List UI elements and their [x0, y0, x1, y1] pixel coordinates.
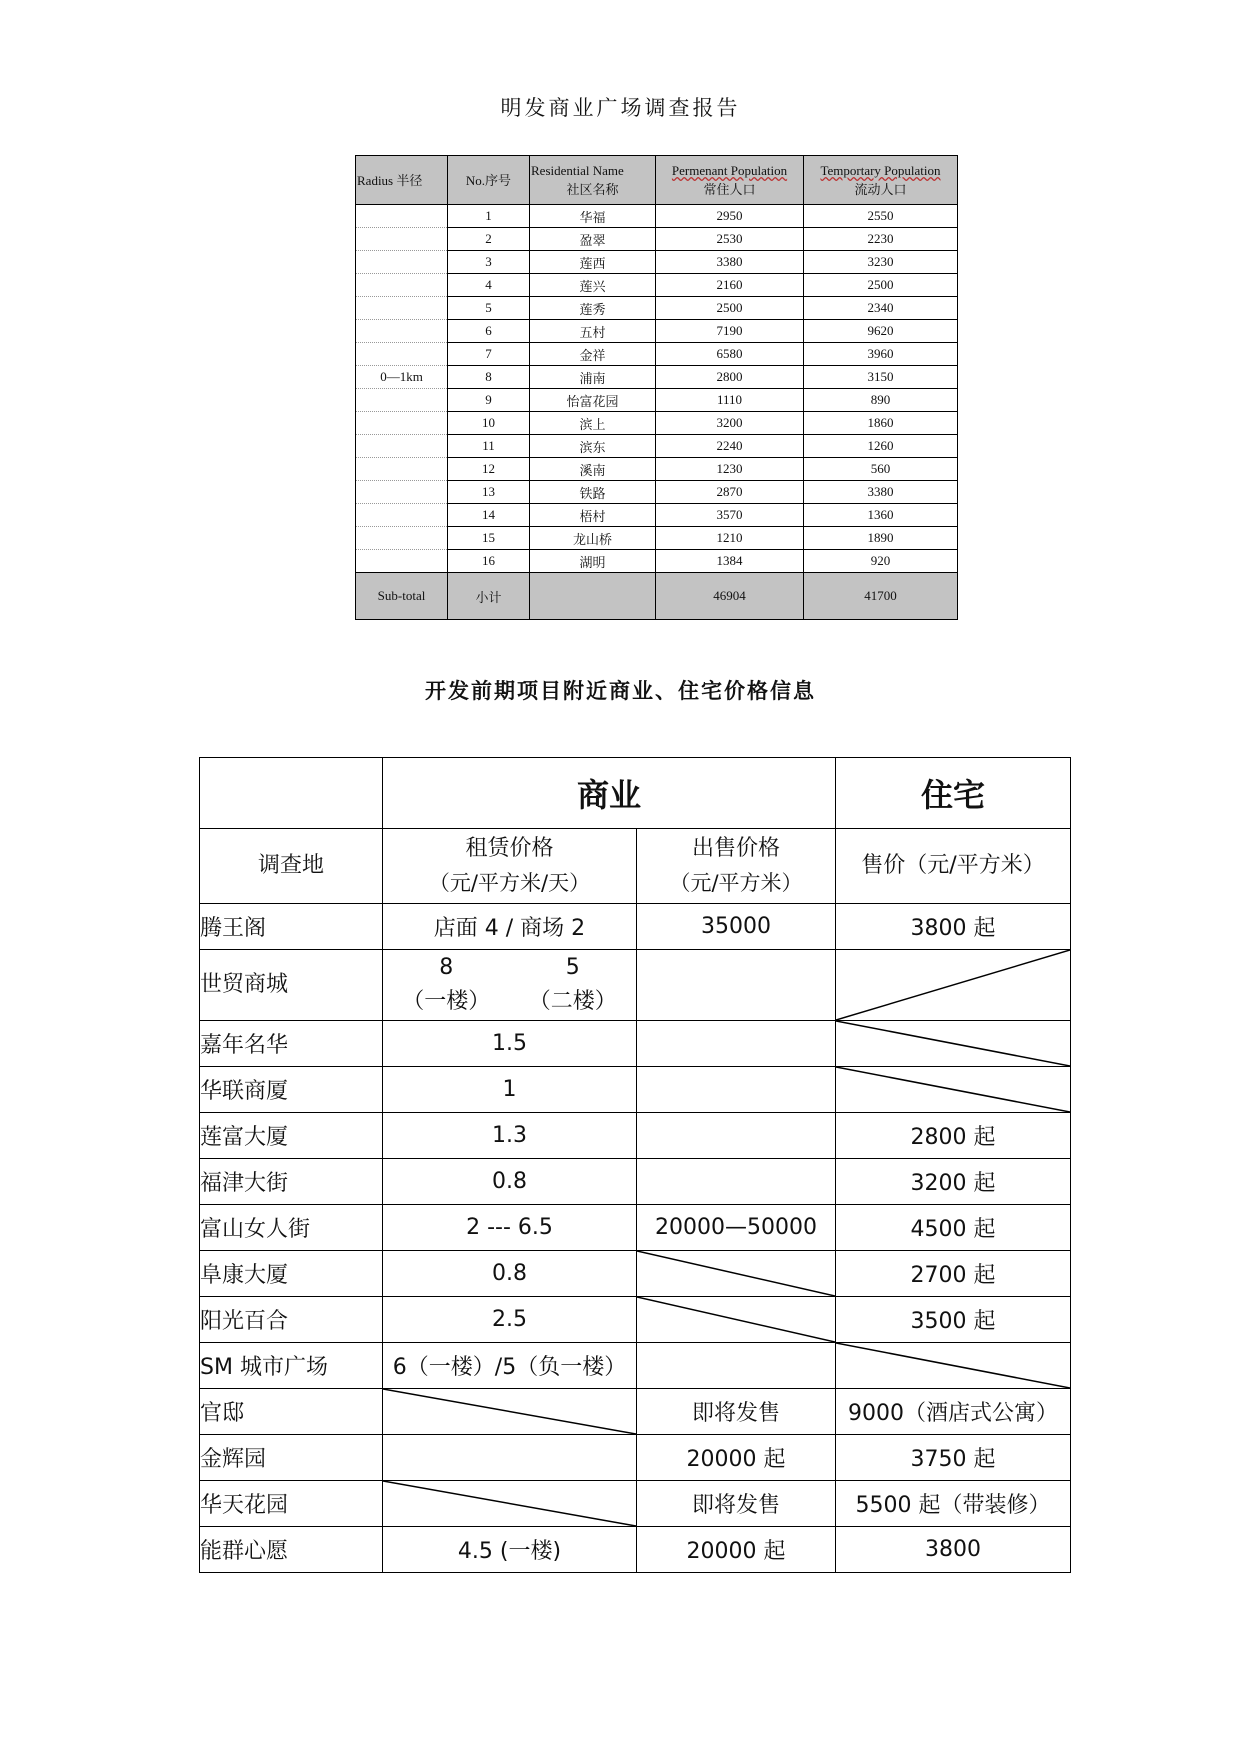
cell-name: 龙山桥 — [530, 527, 656, 550]
radius-cell — [356, 274, 448, 297]
residential-cell — [836, 1527, 1071, 1573]
diagonal-strike — [836, 1021, 1070, 1066]
table-row — [200, 1343, 1071, 1389]
radius-cell — [356, 435, 448, 458]
cell-temp: 2500 — [804, 274, 958, 297]
table-row — [200, 1113, 1071, 1159]
cell-no: 3 — [448, 251, 530, 274]
cell-perm: 2800 — [656, 366, 804, 389]
subtotal-permanent: 46904 — [656, 573, 804, 620]
radius-cell — [356, 251, 448, 274]
population-table — [355, 155, 958, 620]
cell-no: 6 — [448, 320, 530, 343]
header-no: No.序号 — [448, 156, 530, 205]
cell-perm: 3380 — [656, 251, 804, 274]
rent-value: 2 --- 6.5 — [466, 1215, 553, 1240]
radius-cell — [356, 550, 448, 573]
table-row — [200, 1159, 1071, 1205]
sale-value: 20000 起 — [686, 1447, 786, 1472]
cell-temp: 2230 — [804, 228, 958, 251]
location-name: 官邸 — [200, 1389, 383, 1435]
rent-cell — [383, 1251, 637, 1297]
cell-no: 7 — [448, 343, 530, 366]
radius-cell — [356, 389, 448, 412]
rent-value: 1.3 — [492, 1123, 527, 1148]
table-row — [200, 1021, 1071, 1067]
residential-cell — [836, 1481, 1071, 1527]
cell-perm: 1384 — [656, 550, 804, 573]
subtotal-row — [356, 573, 958, 620]
diagonal-strike — [836, 1067, 1070, 1112]
rent-cell — [383, 1113, 637, 1159]
location-name: 华天花园 — [200, 1481, 383, 1527]
cell-no: 15 — [448, 527, 530, 550]
residential-value: 3500 起 — [910, 1309, 996, 1334]
cell-temp: 3380 — [804, 481, 958, 504]
sale-cell — [637, 1389, 836, 1435]
header-rent — [383, 829, 637, 904]
location-name: 腾王阁 — [200, 904, 383, 950]
table-row — [356, 435, 958, 458]
population-body — [356, 205, 958, 620]
diagonal-strike — [637, 1297, 835, 1342]
radius-cell — [356, 297, 448, 320]
rent-value: 店面 4 / 商场 2 — [433, 916, 586, 941]
cell-perm: 2500 — [656, 297, 804, 320]
radius-cell — [356, 481, 448, 504]
cell-no: 16 — [448, 550, 530, 573]
sale-cell — [637, 1343, 836, 1389]
cell-name: 梧村 — [530, 504, 656, 527]
sale-cell — [637, 1527, 836, 1573]
sale-cell — [637, 1297, 836, 1343]
table-row — [200, 1435, 1071, 1481]
cell-no: 13 — [448, 481, 530, 504]
rent-cell — [383, 1159, 637, 1205]
diagonal-strike — [383, 1481, 636, 1526]
table-row — [200, 904, 1071, 950]
header-temp-en: Temportary Population — [820, 163, 941, 178]
radius-cell — [356, 228, 448, 251]
sale-cell — [637, 1481, 836, 1527]
residential-value: 2700 起 — [910, 1263, 996, 1288]
cell-perm: 3200 — [656, 412, 804, 435]
location-name: 阜康大厦 — [200, 1251, 383, 1297]
residential-cell — [836, 950, 1071, 1021]
cell-temp: 1890 — [804, 527, 958, 550]
table-row — [200, 950, 1071, 1021]
sale-value: 20000 起 — [686, 1539, 786, 1564]
sale-cell — [637, 1021, 836, 1067]
header-temporary — [804, 156, 958, 205]
header-perm-cn: 常住人口 — [703, 182, 756, 197]
sale-cell — [637, 1435, 836, 1481]
price-table — [199, 757, 1071, 1573]
table-row — [200, 1481, 1071, 1527]
table-row — [356, 251, 958, 274]
cell-no: 8 — [448, 366, 530, 389]
residential-value: 4500 起 — [910, 1217, 996, 1242]
table-row — [356, 228, 958, 251]
table-row — [200, 1067, 1071, 1113]
rent-cell — [383, 1435, 637, 1481]
residential-cell — [836, 1021, 1071, 1067]
cell-temp: 3230 — [804, 251, 958, 274]
table-row — [356, 458, 958, 481]
cell-temp: 2550 — [804, 205, 958, 228]
header-name — [530, 156, 656, 205]
header-sale-label: 出售价格 — [692, 836, 781, 861]
header-name-en: Residential Name — [531, 163, 624, 178]
table-row — [200, 1205, 1071, 1251]
location-name: SM 城市广场 — [200, 1343, 383, 1389]
cell-name: 铁路 — [530, 481, 656, 504]
cell-temp: 920 — [804, 550, 958, 573]
sale-value: 即将发售 — [692, 1493, 781, 1518]
price-header-row-1 — [200, 758, 1071, 829]
cell-temp: 3960 — [804, 343, 958, 366]
header-sale-unit: （元/平方米） — [669, 871, 803, 895]
sale-cell — [637, 950, 836, 1021]
table-row — [356, 274, 958, 297]
rent-value: 0.8 — [492, 1261, 527, 1286]
cell-perm: 2870 — [656, 481, 804, 504]
sale-value: 35000 — [701, 914, 771, 939]
residential-cell — [836, 1159, 1071, 1205]
cell-name: 金祥 — [530, 343, 656, 366]
cell-perm: 2160 — [656, 274, 804, 297]
cell-name: 五村 — [530, 320, 656, 343]
radius-cell — [356, 205, 448, 228]
header-residential: 住宅 — [836, 758, 1071, 829]
rent-cell — [383, 1297, 637, 1343]
cell-name: 溪南 — [530, 458, 656, 481]
table-row — [200, 1527, 1071, 1573]
sale-cell — [637, 1113, 836, 1159]
header-sale — [637, 829, 836, 904]
cell-temp: 560 — [804, 458, 958, 481]
diagonal-strike — [383, 1389, 636, 1434]
cell-no: 5 — [448, 297, 530, 320]
cell-no: 12 — [448, 458, 530, 481]
table-row — [356, 527, 958, 550]
residential-cell — [836, 1297, 1071, 1343]
cell-no: 1 — [448, 205, 530, 228]
rent-values — [383, 951, 636, 985]
residential-cell — [836, 1067, 1071, 1113]
cell-temp: 3150 — [804, 366, 958, 389]
header-radius: Radius 半径 — [356, 156, 448, 205]
cell-temp: 890 — [804, 389, 958, 412]
location-name: 华联商厦 — [200, 1067, 383, 1113]
table-row — [356, 343, 958, 366]
cell-temp: 2340 — [804, 297, 958, 320]
rent-value: 4.5 (一楼) — [457, 1539, 562, 1564]
rent-floor2: 5 — [565, 955, 580, 980]
header-name-cn: 社区名称 — [566, 182, 619, 197]
cell-perm: 2240 — [656, 435, 804, 458]
radius-cell — [356, 343, 448, 366]
sale-cell — [637, 904, 836, 950]
cell-temp: 1260 — [804, 435, 958, 458]
table-row — [356, 550, 958, 573]
cell-no: 2 — [448, 228, 530, 251]
subtotal-label-cn: 小计 — [448, 573, 530, 620]
cell-perm: 1210 — [656, 527, 804, 550]
rent-value: 1.5 — [492, 1031, 527, 1056]
rent-floor1-label: （一楼） — [402, 989, 491, 1014]
location-name: 世贸商城 — [200, 950, 383, 1021]
rent-cell — [383, 1343, 637, 1389]
cell-no: 9 — [448, 389, 530, 412]
sale-cell — [637, 1205, 836, 1251]
cell-perm: 3570 — [656, 504, 804, 527]
population-header-row — [356, 156, 958, 205]
header-rent-unit: （元/平方米/天） — [428, 871, 591, 895]
location-name: 嘉年名华 — [200, 1021, 383, 1067]
cell-no: 4 — [448, 274, 530, 297]
sale-value: 20000—50000 — [655, 1215, 817, 1240]
price-body — [200, 758, 1071, 1573]
cell-name: 浦南 — [530, 366, 656, 389]
radius-cell — [356, 412, 448, 435]
cell-temp: 1360 — [804, 504, 958, 527]
residential-value: 9000（酒店式公寓） — [848, 1401, 1059, 1426]
cell-perm: 6580 — [656, 343, 804, 366]
header-empty-cell — [200, 758, 383, 829]
cell-temp: 1860 — [804, 412, 958, 435]
rent-floor1: 8 — [439, 955, 454, 980]
location-name: 能群心愿 — [200, 1527, 383, 1573]
rent-cell — [383, 1205, 637, 1251]
rent-cell — [383, 1389, 637, 1435]
subtotal-label-en: Sub-total — [356, 573, 448, 620]
radius-cell — [356, 504, 448, 527]
table-row — [356, 389, 958, 412]
radius-cell: 0—1km — [356, 366, 448, 389]
table-row — [356, 205, 958, 228]
radius-cell — [356, 527, 448, 550]
cell-perm: 1110 — [656, 389, 804, 412]
cell-name: 湖明 — [530, 550, 656, 573]
cell-name: 莲兴 — [530, 274, 656, 297]
location-name: 福津大街 — [200, 1159, 383, 1205]
cell-perm: 1230 — [656, 458, 804, 481]
sale-cell — [637, 1159, 836, 1205]
cell-perm: 2950 — [656, 205, 804, 228]
residential-value: 3800 起 — [910, 916, 996, 941]
cell-name: 滨上 — [530, 412, 656, 435]
rent-cell — [383, 1067, 637, 1113]
rent-value: 2.5 — [492, 1307, 527, 1332]
cell-no: 10 — [448, 412, 530, 435]
residential-cell — [836, 904, 1071, 950]
cell-name: 盈翠 — [530, 228, 656, 251]
table-row — [356, 481, 958, 504]
location-name: 莲富大厦 — [200, 1113, 383, 1159]
location-name: 金辉园 — [200, 1435, 383, 1481]
cell-perm: 2530 — [656, 228, 804, 251]
residential-value: 3800 — [925, 1537, 982, 1562]
section-title: 开发前期项目附近商业、住宅价格信息 — [425, 679, 816, 703]
cell-name: 莲秀 — [530, 297, 656, 320]
residential-cell — [836, 1205, 1071, 1251]
residential-value: 3200 起 — [910, 1171, 996, 1196]
table-row — [356, 504, 958, 527]
header-permanent — [656, 156, 804, 205]
header-perm-en: Permenant Population — [671, 163, 788, 178]
residential-cell — [836, 1251, 1071, 1297]
rent-cell — [383, 1527, 637, 1573]
radius-cell — [356, 320, 448, 343]
cell-no: 11 — [448, 435, 530, 458]
rent-floor2-label: （二楼） — [528, 989, 617, 1014]
cell-perm: 7190 — [656, 320, 804, 343]
table-row — [356, 320, 958, 343]
diagonal-strike — [637, 1251, 835, 1296]
residential-cell — [836, 1389, 1071, 1435]
table-row — [200, 1389, 1071, 1435]
cell-no: 14 — [448, 504, 530, 527]
price-header-row-2 — [200, 829, 1071, 904]
cell-name: 怡富花园 — [530, 389, 656, 412]
rent-cell — [383, 950, 637, 1021]
rent-value: 1 — [502, 1077, 517, 1102]
diagonal-strike — [836, 950, 1070, 1020]
subtotal-temporary: 41700 — [804, 573, 958, 620]
rent-value: 6（一楼）/5（负一楼） — [392, 1355, 627, 1380]
header-temp-cn: 流动人口 — [854, 182, 907, 197]
rent-value: 0.8 — [492, 1169, 527, 1194]
header-res-price: 售价（元/平方米） — [836, 829, 1071, 904]
radius-cell — [356, 458, 448, 481]
residential-cell — [836, 1113, 1071, 1159]
rent-cell — [383, 904, 637, 950]
rent-cell — [383, 1481, 637, 1527]
table-row — [200, 1251, 1071, 1297]
residential-value: 5500 起（带装修） — [855, 1493, 1051, 1518]
page-title: 明发商业广场调查报告 — [500, 96, 741, 120]
cell-name: 滨东 — [530, 435, 656, 458]
rent-cell — [383, 1021, 637, 1067]
residential-cell — [836, 1343, 1071, 1389]
subtotal-empty — [530, 573, 656, 620]
header-location: 调查地 — [200, 829, 383, 904]
location-name: 阳光百合 — [200, 1297, 383, 1343]
sale-cell — [637, 1067, 836, 1113]
cell-temp: 9620 — [804, 320, 958, 343]
header-commercial: 商业 — [383, 758, 836, 829]
header-rent-label: 租赁价格 — [465, 836, 554, 861]
diagonal-strike — [836, 1343, 1070, 1388]
table-row — [356, 297, 958, 320]
location-name: 富山女人街 — [200, 1205, 383, 1251]
cell-name: 莲西 — [530, 251, 656, 274]
table-row — [356, 412, 958, 435]
table-row — [356, 366, 958, 389]
residential-value: 3750 起 — [910, 1447, 996, 1472]
cell-name: 华福 — [530, 205, 656, 228]
sale-cell — [637, 1251, 836, 1297]
rent-floors — [383, 985, 636, 1019]
residential-cell — [836, 1435, 1071, 1481]
table-row — [200, 1297, 1071, 1343]
sale-value: 即将发售 — [692, 1401, 781, 1426]
residential-value: 2800 起 — [910, 1125, 996, 1150]
